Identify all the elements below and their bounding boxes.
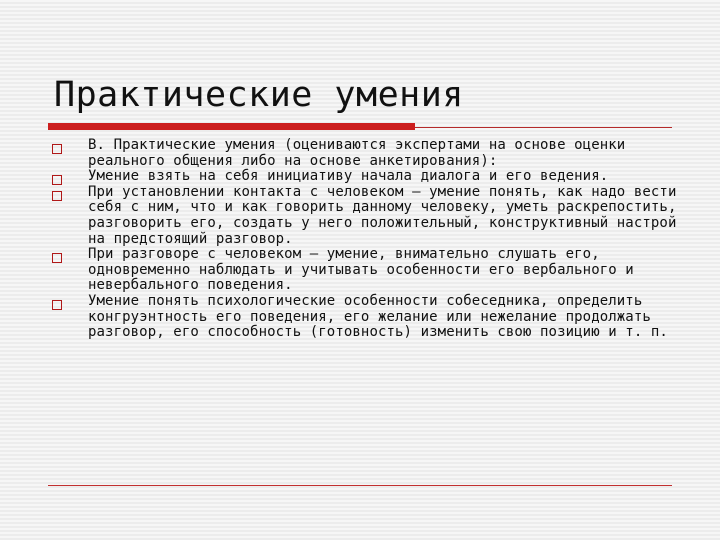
bullet-text: Умение понять психологические особенности собеседника, определить конгруэнтность его поведения, его желание или нежелание продолжать разговор, его способность (готовность) изменить свою позицию и т. п. — [88, 292, 668, 341]
hollow-square-bullet-icon — [52, 253, 62, 263]
hollow-square-bullet-icon — [52, 191, 62, 201]
hollow-square-bullet-icon — [52, 300, 62, 310]
bullet-list — [52, 138, 677, 341]
bullet-item — [52, 247, 677, 294]
hollow-square-bullet-icon — [52, 144, 62, 154]
bullet-text: При установлении контакта с человеком — умение понять, как надо вести себя с ним, что и как говорить данному человеку, уметь раскрепостить, разговорить его, создать у него положительный, конструктивный настрой на предстоящий разговор. — [88, 183, 677, 247]
title-underline-accent — [48, 123, 415, 130]
bullet-text: В. Практические умения (оцениваются экспертами на основе оценки реального общения либо на основе анкетирования): — [88, 137, 626, 169]
hollow-square-bullet-icon — [52, 175, 62, 185]
slide-title: Практические умения — [54, 75, 464, 115]
bullet-item — [52, 169, 677, 185]
bullet-item — [52, 138, 677, 169]
bullet-item — [52, 185, 677, 247]
bullet-text: При разговоре с человеком — умение, внимательно слушать его, одновременно наблюдать и учитывать особенности его вербального и невербального поведения. — [88, 246, 634, 294]
bullet-text: Умение взять на себя инициативу начала диалога и его ведения. — [88, 168, 609, 185]
bullet-item — [52, 294, 677, 341]
footer-divider — [48, 485, 672, 486]
title-underline-thin — [415, 127, 672, 128]
